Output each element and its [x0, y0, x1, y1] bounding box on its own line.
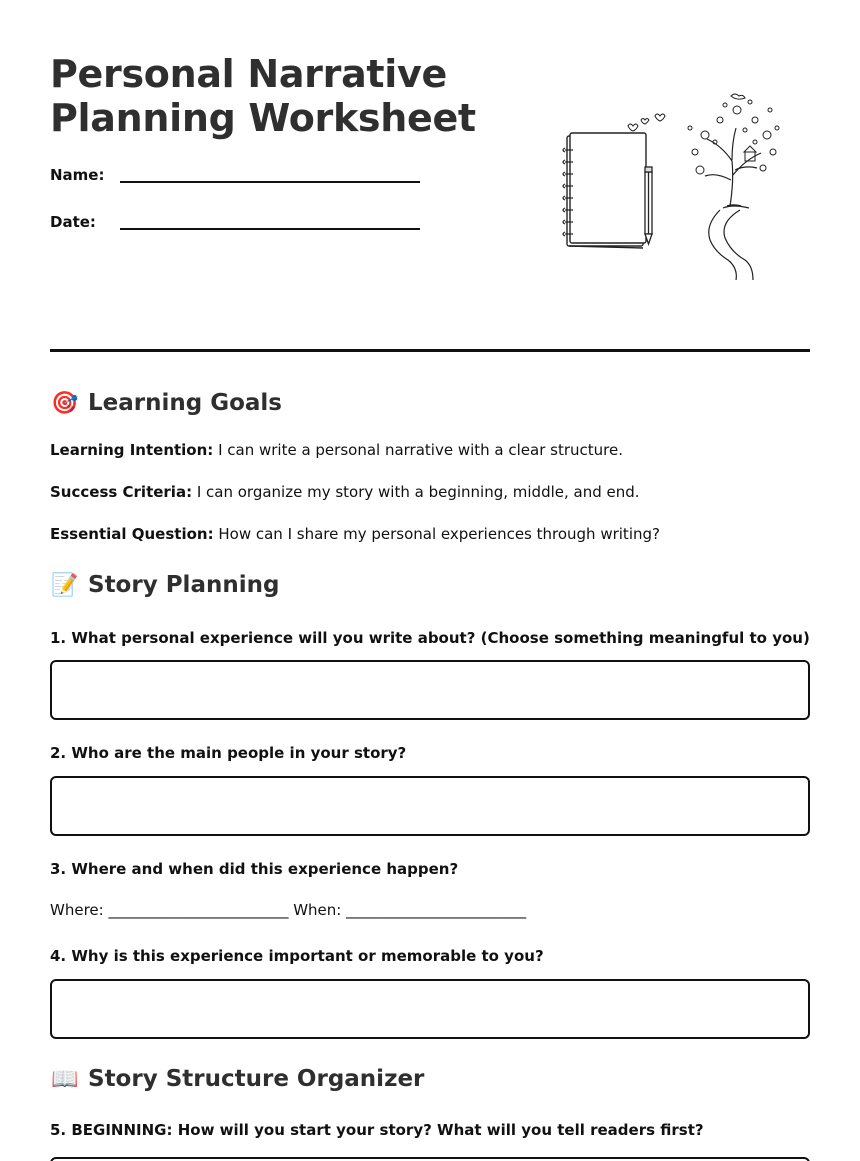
learning-intention-label: Learning Intention: — [50, 441, 214, 459]
question-2: 2. Who are the main people in your story? — [50, 744, 407, 762]
answer-box-4[interactable] — [50, 979, 810, 1039]
worksheet-title — [50, 52, 530, 140]
name-line[interactable] — [120, 181, 420, 183]
success-criteria-text: I can organize my story with a beginning, middle, and end. — [192, 483, 640, 501]
success-criteria-label: Success Criteria: — [50, 483, 193, 501]
header-illustration — [555, 80, 795, 280]
name-label: Name: — [50, 166, 105, 184]
story-planning-heading — [50, 572, 279, 598]
pencil-icon — [645, 167, 652, 244]
target-icon: 🎯 — [51, 390, 79, 416]
date-label: Date: — [50, 213, 96, 231]
learning-intention-text: I can write a personal narrative with a clear structure. — [213, 441, 623, 459]
answer-box-5[interactable] — [50, 1157, 810, 1161]
question-3: 3. Where and when did this experience happen? — [50, 860, 459, 878]
learning-intention — [50, 441, 623, 459]
essential-question — [50, 525, 660, 543]
question-5: 5. BEGINNING: How will you start your story? What will you tell readers first? — [50, 1121, 704, 1139]
essential-question-text: How can I share my personal experiences through writing? — [213, 525, 660, 543]
title-line-2: Planning Worksheet — [50, 96, 476, 140]
answer-box-1[interactable] — [50, 660, 810, 720]
path-icon — [709, 210, 753, 280]
where-when-line[interactable]: Where: ________________________ When: ________________________ — [50, 901, 527, 919]
learning-goals-title: Learning Goals — [88, 390, 282, 416]
success-criteria — [50, 483, 640, 501]
header-divider — [50, 349, 810, 352]
story-planning-title: Story Planning — [88, 572, 280, 598]
date-line[interactable] — [120, 228, 420, 230]
open-book-icon: 📖 — [51, 1066, 79, 1092]
question-1: 1. What personal experience will you write about? (Choose something meaningful to you) — [50, 629, 810, 647]
title-line-1: Personal Narrative — [50, 52, 447, 96]
question-4: 4. Why is this experience important or memorable to you? — [50, 947, 544, 965]
name-field[interactable] — [50, 166, 430, 190]
story-structure-title: Story Structure Organizer — [88, 1066, 425, 1092]
hearts-icon — [628, 114, 665, 131]
answer-box-2[interactable] — [50, 776, 810, 836]
learning-goals-heading — [50, 390, 282, 416]
tree-icon — [688, 94, 779, 208]
date-field[interactable] — [50, 213, 430, 237]
notebook-icon — [563, 133, 646, 248]
essential-question-label: Essential Question: — [50, 525, 214, 543]
memo-icon: 📝 — [51, 572, 79, 598]
story-structure-heading — [50, 1066, 424, 1092]
